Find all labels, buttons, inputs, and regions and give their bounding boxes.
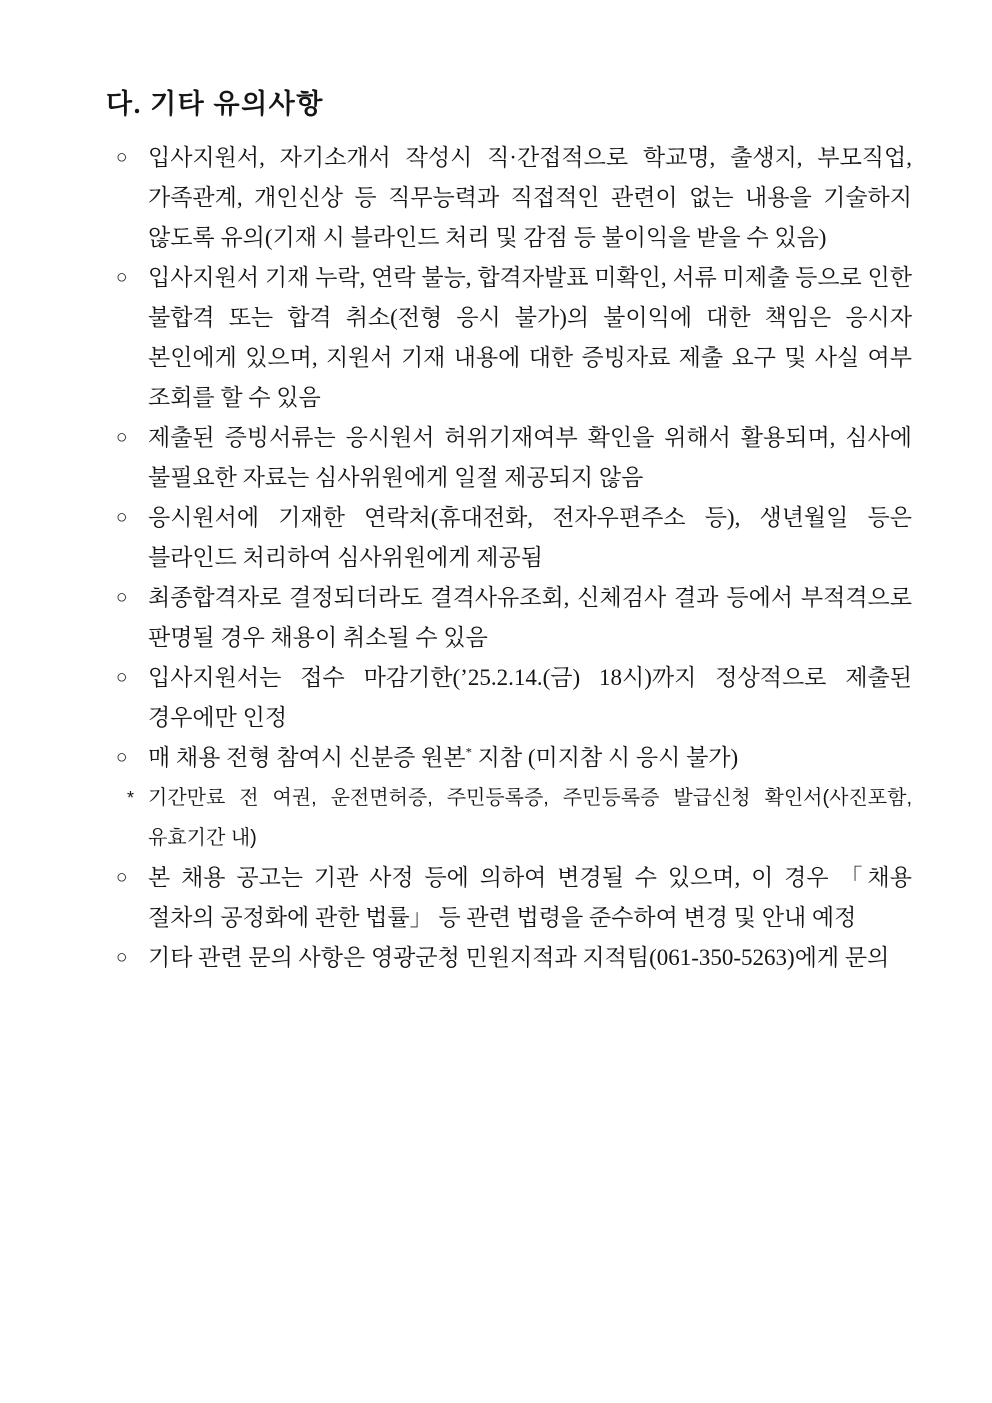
- bullet-circle-icon: ○: [116, 427, 128, 448]
- section-heading: 다. 기타 유의사항: [106, 89, 324, 119]
- list-item-text: 제출된 증빙서류는 응시원서 허위기재여부 확인을 위해서 활용되며, 심사에 불필요한 자료는 심사위원에게 일절 제공되지 않음: [148, 425, 912, 490]
- bullet-circle-icon: ○: [116, 667, 128, 688]
- list-item-text: 응시원서에 기재한 연락처(휴대전화, 전자우편주소 등), 생년월일 등은 블라인드 처리하여 심사위원에게 제공됨: [148, 505, 912, 570]
- bullet-circle-icon: ○: [116, 147, 128, 168]
- list-item-text-main: 매 채용 전형 참여시 신분증 원본: [148, 745, 466, 770]
- list-item: [106, 258, 912, 418]
- footnote-reference-asterisk: *: [465, 745, 472, 760]
- bullet-circle-icon: ○: [116, 267, 128, 288]
- list-item: [106, 938, 912, 978]
- list-item: [106, 498, 912, 578]
- list-item-text: 최종합격자로 결정되더라도 결격사유조회, 신체검사 결과 등에서 부적격으로 판명될 경우 채용이 취소될 수 있음: [148, 585, 912, 650]
- list-item: [106, 738, 912, 778]
- list-item-text-tail: 지참 (미지참 시 응시 불가): [471, 745, 739, 770]
- list-item-text: 본 채용 공고는 기관 사정 등에 의하여 변경될 수 있으며, 이 경우 「채용 절차의 공정화에 관한 법률」 등 관련 법령을 준수하여 변경 및 안내 예정: [148, 865, 912, 930]
- list-item-text: 입사지원서 기재 누락, 연락 불능, 합격자발표 미확인, 서류 미제출 등으로 인한 불합격 또는 합격 취소(전형 응시 불가)의 불이익에 대한 책임은 응시자 본인에게 있으며, 지원서 기재 내용에 대한 증빙자료 제출 요구 및 사실 여부 조회를 할 수 있음: [148, 265, 912, 410]
- asterisk-marker-icon: *: [127, 788, 135, 808]
- list-item-text: 입사지원서, 자기소개서 작성시 직·간접적으로 학교명, 출생지, 부모직업, 가족관계, 개인신상 등 직무능력과 직접적인 관련이 없는 내용을 기술하지 않도록 유의(기재 시 블라인드 처리 및 감점 등 불이익을 받을 수 있음): [148, 145, 912, 250]
- list-item: [106, 658, 912, 738]
- list-item: [106, 138, 912, 258]
- notice-section: [106, 84, 912, 978]
- list-item-text: [148, 738, 912, 778]
- list-item-text: 입사지원서는 접수 마감기한(’25.2.14.(금) 18시)까지 정상적으로 제출된 경우에만 인정: [148, 665, 912, 730]
- bullet-circle-icon: ○: [116, 947, 128, 968]
- bullet-circle-icon: ○: [116, 507, 128, 528]
- list-item-text: 기타 관련 문의 사항은 영광군청 민원지적과 지적팀(061-350-5263)에게 문의: [148, 945, 890, 970]
- bullet-circle-icon: ○: [116, 587, 128, 608]
- bullet-circle-icon: ○: [116, 867, 128, 888]
- bullet-circle-icon: ○: [116, 747, 128, 768]
- footnote-item: [106, 778, 912, 858]
- footnote-text: 기간만료 전 여권, 운전면허증, 주민등록증, 주민등록증 발급신청 확인서(사진포함, 유효기간 내): [148, 787, 912, 849]
- list-item: [106, 578, 912, 658]
- list-item: [106, 858, 912, 938]
- list-item: [106, 418, 912, 498]
